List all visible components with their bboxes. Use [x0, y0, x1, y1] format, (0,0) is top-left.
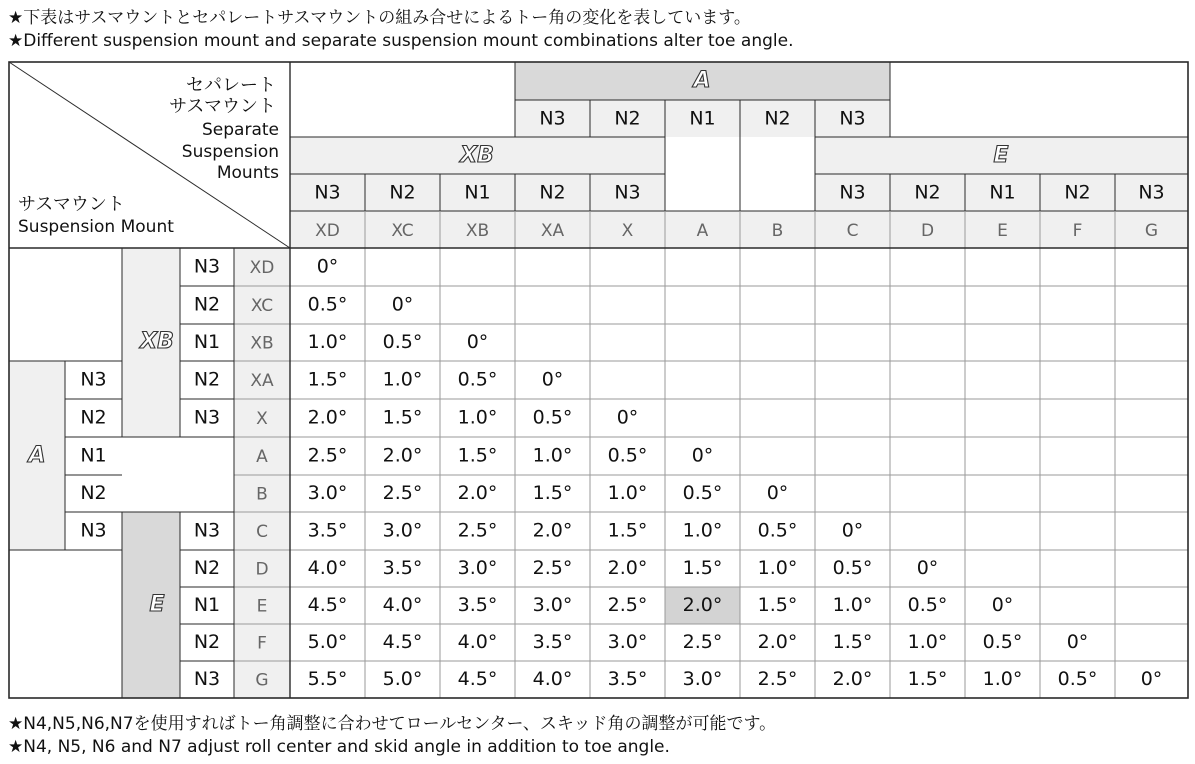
- toe-angle-value: 1.5°: [907, 668, 948, 690]
- col-code-label: X: [621, 221, 634, 241]
- row-mount-label: N3: [193, 255, 221, 278]
- toe-angle-value: 2.5°: [757, 668, 798, 690]
- toe-angle-value: 4.5°: [457, 668, 498, 690]
- toe-angle-value: 3.0°: [532, 594, 573, 616]
- toe-angle-value: 5.0°: [382, 668, 423, 690]
- toe-angle-value: 2.5°: [457, 519, 498, 542]
- col-code-label: XA: [540, 221, 565, 241]
- toe-angle-value: 2.0°: [682, 594, 723, 616]
- toe-angle-value: 2.5°: [307, 444, 348, 467]
- toe-angle-value: 1.0°: [757, 557, 798, 579]
- toe-angle-value: 0.5°: [307, 293, 348, 316]
- note-bottom-jp: ★N4,N5,N6,N7を使用すればトー角調整に合わせてロールセンター、スキッド角の調整が可能です。: [8, 714, 777, 734]
- col-a-mount-label: N3: [539, 107, 566, 130]
- row-a-mount-label: N3: [80, 519, 107, 542]
- row-group-e-label: E: [149, 592, 165, 617]
- corner-separate-jp-1: セパレート: [186, 75, 276, 96]
- toe-angle-value: 1.5°: [607, 519, 648, 542]
- col-a-mount-label: N3: [839, 107, 866, 130]
- toe-angle-value: 1.0°: [382, 368, 423, 391]
- toe-angle-value: 2.5°: [607, 594, 648, 616]
- row-code-label: D: [255, 559, 269, 580]
- toe-angle-value: 3.5°: [307, 519, 348, 542]
- toe-angle-value: 2.5°: [682, 631, 723, 653]
- row-code-label: X: [256, 409, 268, 429]
- col-e-mount-label: N2: [1064, 181, 1091, 204]
- row-mount-label: N1: [193, 331, 221, 353]
- toe-angle-value: 0°: [466, 331, 489, 353]
- note-top-jp: ★下表はサスマウントとセパレートサスマウントの組み合せによるトー角の変化を表しています。: [8, 8, 751, 28]
- col-code-label: F: [1072, 221, 1083, 241]
- row-mount-label: N2: [193, 631, 221, 653]
- toe-angle-value: 4.5°: [382, 631, 423, 653]
- column-code-header-bg: [290, 211, 1188, 248]
- row-mount-label: N3: [193, 406, 221, 429]
- toe-angle-value: 0.5°: [832, 557, 873, 579]
- toe-angle-value: 0.5°: [682, 482, 723, 504]
- toe-angle-value: 0°: [916, 557, 939, 579]
- row-group-xb-label: XB: [140, 329, 174, 354]
- toe-angle-value: 4.0°: [532, 668, 573, 690]
- row-code-label: F: [257, 633, 267, 654]
- toe-angle-value: 2.5°: [532, 557, 573, 579]
- toe-angle-value: 0.5°: [532, 406, 573, 429]
- row-code-label: E: [256, 596, 268, 617]
- toe-angle-value: 0.5°: [907, 594, 948, 616]
- toe-angle-value: 0°: [1066, 631, 1089, 653]
- toe-angle-value: 1.5°: [382, 406, 423, 429]
- col-e-mount-label: N1: [989, 181, 1016, 204]
- row-code-label: G: [255, 670, 269, 691]
- row-group-a-label: A: [28, 443, 46, 468]
- col-a-mount-label: N1: [689, 107, 716, 130]
- toe-angle-value: 1.0°: [607, 482, 648, 504]
- col-xb-mount-label: N2: [539, 181, 566, 204]
- group-a-label: A: [693, 68, 711, 93]
- col-xb-mount-label: N3: [314, 181, 341, 204]
- toe-angle-value: 3.0°: [307, 482, 348, 504]
- toe-angle-value: 3.5°: [382, 557, 423, 579]
- row-mount-label: N2: [193, 368, 221, 391]
- toe-angle-value: 0°: [841, 519, 864, 542]
- toe-angle-value: 1.0°: [682, 519, 723, 542]
- toe-angle-value: 0.5°: [757, 519, 798, 542]
- row-code-label: A: [256, 447, 268, 467]
- toe-angle-value: 1.5°: [832, 631, 873, 653]
- toe-angle-value: 3.0°: [457, 557, 498, 579]
- group-e-label: E: [993, 143, 1009, 168]
- corner-separate-en-1: Separate: [202, 120, 279, 140]
- corner-mount-jp: サスマウント: [18, 194, 125, 215]
- row-code-label: C: [256, 522, 268, 542]
- toe-angle-value: 0.5°: [1057, 668, 1098, 690]
- toe-angle-value: 1.0°: [982, 668, 1023, 690]
- corner-separate-en-2: Suspension: [181, 142, 279, 162]
- toe-angle-value: 0.5°: [607, 444, 648, 467]
- col-a-mount-label: N2: [614, 107, 641, 130]
- col-e-mount-label: N3: [839, 181, 866, 204]
- toe-angle-value: 1.5°: [757, 594, 798, 616]
- group-xb-label: XB: [460, 143, 494, 168]
- col-a-mount-label: N2: [764, 107, 791, 130]
- toe-angle-value: 2.0°: [307, 406, 348, 429]
- row-mount-label: N2: [193, 557, 221, 579]
- toe-angle-value: 0°: [766, 482, 789, 504]
- toe-angle-value: 2.0°: [532, 519, 573, 542]
- row-code-label: XB: [250, 333, 274, 354]
- toe-angle-value: 1.5°: [307, 368, 348, 391]
- toe-angle-value: 3.5°: [457, 594, 498, 616]
- col-code-label: A: [696, 221, 709, 241]
- toe-angle-value: 2.0°: [607, 557, 648, 579]
- row-code-label: XA: [250, 371, 274, 391]
- note-top-en: ★Different suspension mount and separate suspension mount combinations alter toe angle.: [8, 31, 794, 51]
- toe-angle-value: 2.0°: [832, 668, 873, 690]
- row-mount-label: N2: [193, 293, 221, 316]
- toe-angle-value: 3.0°: [607, 631, 648, 653]
- col-e-mount-label: N2: [914, 181, 941, 204]
- col-code-label: E: [997, 221, 1008, 241]
- toe-angle-value: 1.0°: [907, 631, 948, 653]
- toe-angle-value: 4.0°: [307, 557, 348, 579]
- toe-angle-value: 1.5°: [457, 444, 498, 467]
- toe-angle-value: 3.0°: [682, 668, 723, 690]
- toe-angle-value: 0°: [316, 255, 339, 278]
- row-a-mount-label: N2: [80, 482, 107, 504]
- toe-angle-value: 1.5°: [682, 557, 723, 579]
- toe-angle-value: 0°: [541, 368, 564, 391]
- corner-separate-jp-2: サスマウント: [169, 96, 276, 117]
- toe-angle-value: 4.0°: [382, 594, 423, 616]
- toe-angle-value: 3.0°: [382, 519, 423, 542]
- toe-angle-value: 0°: [691, 444, 714, 467]
- col-xb-mount-label: N2: [389, 181, 416, 204]
- col-code-label: D: [920, 221, 935, 241]
- toe-angle-value: 2.5°: [382, 482, 423, 504]
- row-code-label: XD: [249, 258, 275, 278]
- toe-angle-value: 2.0°: [457, 482, 498, 504]
- row-a-mount-label: N3: [80, 368, 107, 391]
- corner-mount-en: Suspension Mount: [18, 217, 174, 237]
- col-code-label: XD: [315, 221, 340, 241]
- row-mount-label: N1: [193, 594, 221, 616]
- toe-angle-value: 3.5°: [532, 631, 573, 653]
- col-xb-mount-label: N3: [614, 181, 641, 204]
- col-code-label: XB: [465, 221, 490, 241]
- row-a-mount-label: N2: [80, 406, 107, 429]
- col-code-label: C: [846, 221, 859, 241]
- toe-angle-value: 4.5°: [307, 594, 348, 616]
- toe-angle-value: 0.5°: [382, 331, 423, 353]
- col-e-mount-label: N3: [1138, 181, 1165, 204]
- toe-angle-value: 4.0°: [457, 631, 498, 653]
- col-code-label: XC: [391, 221, 414, 241]
- note-bottom-en: ★N4, N5, N6 and N7 adjust roll center and skid angle in addition to toe angle.: [8, 737, 670, 757]
- toe-angle-value: 1.0°: [832, 594, 873, 616]
- col-code-label: B: [771, 221, 784, 241]
- toe-angle-value: 2.0°: [382, 444, 423, 467]
- toe-angle-value: 5.5°: [307, 668, 348, 690]
- col-xb-mount-label: N1: [464, 181, 491, 204]
- corner-separate-en-3: Mounts: [216, 163, 279, 183]
- row-mount-label: N3: [193, 668, 221, 690]
- toe-angle-value: 2.0°: [757, 631, 798, 653]
- row-a-mount-label: N1: [80, 444, 107, 467]
- toe-angle-value: 0°: [616, 406, 639, 429]
- toe-angle-value: 1.5°: [532, 482, 573, 504]
- row-code-label: XC: [250, 296, 274, 316]
- toe-angle-value: 0°: [991, 594, 1014, 616]
- toe-angle-value: 3.5°: [607, 668, 648, 690]
- toe-angle-value: 0°: [1140, 668, 1163, 690]
- toe-angle-value: 5.0°: [307, 631, 348, 653]
- row-code-label: B: [256, 484, 268, 505]
- toe-angle-value: 0.5°: [982, 631, 1023, 653]
- row-mount-label: N3: [193, 519, 221, 542]
- toe-angle-value: 1.0°: [307, 331, 348, 353]
- col-code-label: G: [1144, 221, 1159, 241]
- toe-angle-value: 1.0°: [532, 444, 573, 467]
- toe-angle-value: 0°: [391, 293, 414, 316]
- toe-angle-value: 1.0°: [457, 406, 498, 429]
- toe-angle-value: 0.5°: [457, 368, 498, 391]
